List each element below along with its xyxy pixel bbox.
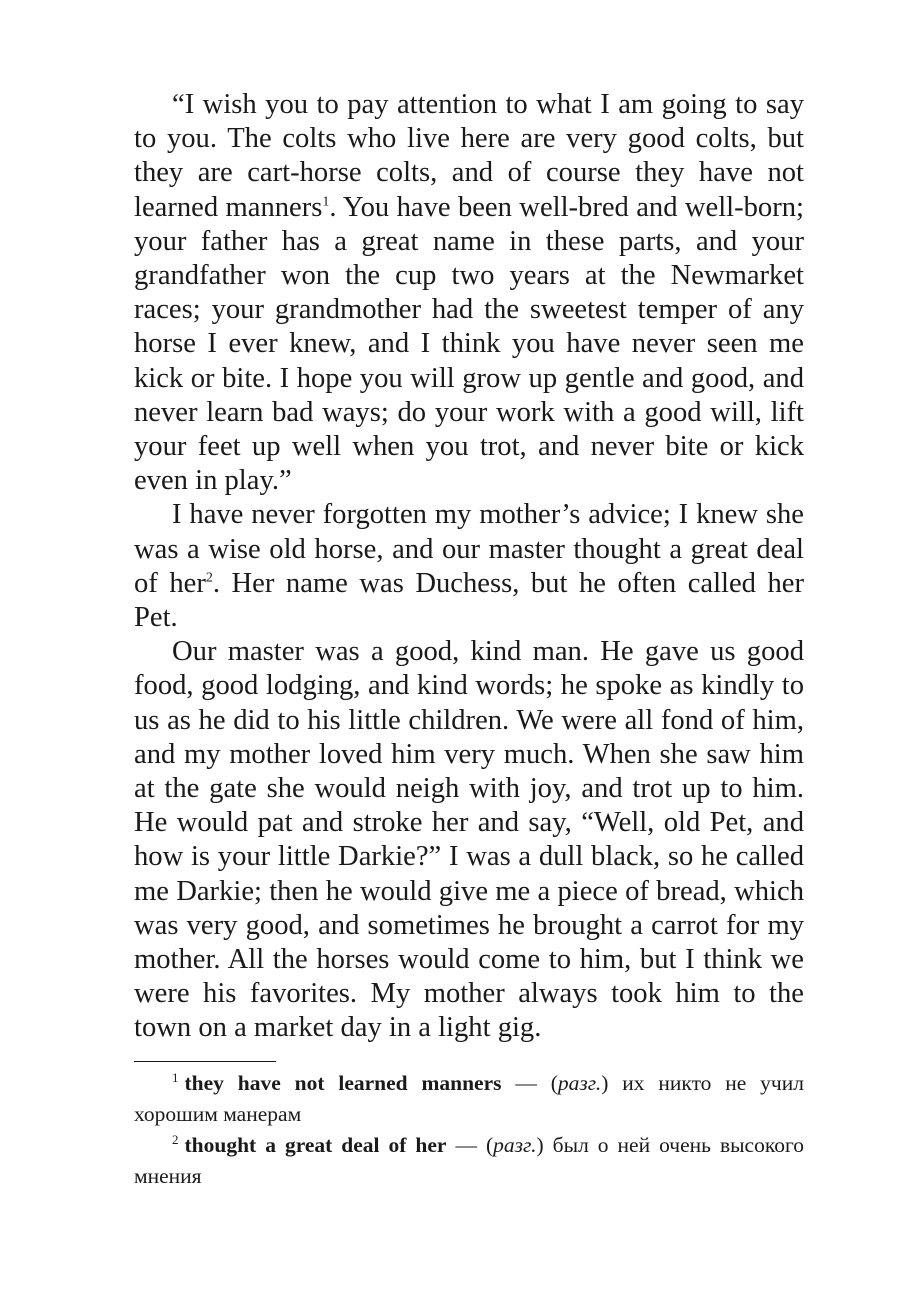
paragraph-1-text-a: “I wish you to pay attention to what I am going to say to you. The colts who live here are very good colts, but they are cart-horse colts, and of course they have not learned manners <box>134 89 804 223</box>
paragraph-1-text-b: . You have been well-bred and well-born; your father has a great name in these parts, and your grandfather won the cup two years at the Newmarket races; your grandmother had the sweetest temper of any horse I ever knew, and I think you have never seen me kick or bite. I hope you will grow up gentle and good, and never learn bad ways; do your work with a good will, lift your feet up well when you trot, and never bite or kick even in play.” <box>134 191 804 497</box>
footnote-number: 2 <box>172 1131 179 1147</box>
paragraph-3: Our master was a good, kind man. He gave us good food, good lodging, and kind words; he spoke as kindly to us as he did to his little children. We were all fond of him, and my mother loved him very much. When she saw him at the gate she would neigh with joy, and trot up to him. He would pat and stroke her and say, “Well, old Pet, and how is your little Darkie?” I was a dull black, so he called me Darkie; then he would give me a piece of bread, which was very good, and sometimes he brought a carrot for my mother. All the horses would come to him, but I think we were his favorites. My mother always took him to the town on a market day in a light gig. <box>134 636 804 1044</box>
main-text <box>134 88 804 1046</box>
footnote-ref-1: 1 <box>322 194 330 210</box>
paragraph-2-text-b: . Her name was Duchess, but he often called her Pet. <box>134 567 805 634</box>
footnote-translation: был о ней очень высокого мнения <box>134 1133 804 1188</box>
footnote-dash: — ( <box>501 1071 558 1095</box>
paragraph-1 <box>134 88 804 498</box>
footnote-divider <box>134 1061 276 1062</box>
footnote-label: разг. <box>557 1071 602 1095</box>
footnote-1 <box>134 1068 804 1130</box>
footnote-label: разг. <box>493 1133 537 1157</box>
footnote-term: thought a great deal of her <box>184 1133 447 1157</box>
paragraph-2 <box>134 498 804 635</box>
footnote-dash: — ( <box>446 1133 494 1157</box>
paragraph-2-text-a: I have never forgotten my mother’s advice; I knew she was a wise old horse, and our master thought a great deal of her <box>134 499 804 599</box>
footnote-translation: их никто не учил хорошим манерам <box>134 1071 804 1126</box>
footnote-close: ) <box>601 1071 609 1095</box>
footnotes <box>134 1068 804 1192</box>
footnote-term: they have not learned manners <box>184 1071 502 1095</box>
footnote-2 <box>134 1130 804 1192</box>
footnote-ref-2: 2 <box>205 570 213 586</box>
footnote-number: 1 <box>172 1069 179 1085</box>
footnote-close: ) <box>536 1133 544 1157</box>
